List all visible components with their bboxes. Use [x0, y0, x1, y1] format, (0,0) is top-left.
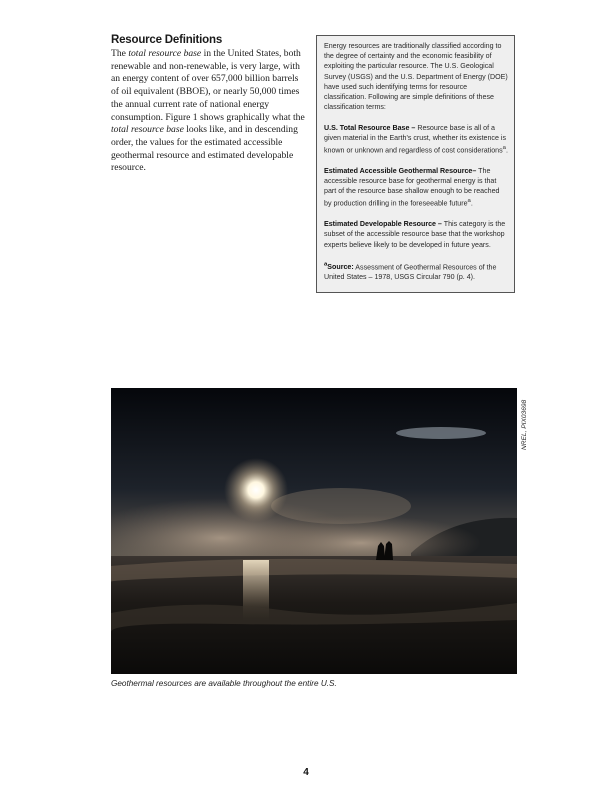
paragraph-text-1: The — [111, 48, 129, 59]
definition-text: This category is the subset of the accessible resource base that the workshop experts believe likely to be developed in future years. — [324, 220, 506, 249]
paragraph-emphasis-1: total resource base — [128, 48, 202, 59]
definitions-sidebar — [316, 35, 515, 293]
paragraph-text-3: looks like, and in descending order, the values for the estimated accessible geothermal resource and estimated developable resource. — [111, 124, 298, 174]
definition-term: Estimated Accessible Geothermal Resource– — [324, 166, 477, 175]
footnote-marker: a — [502, 145, 506, 152]
definition-total-resource-base — [324, 123, 508, 156]
figure-caption: Geothermal resources are available throughout the entire U.S. — [111, 679, 337, 688]
section-heading: Resource Definitions — [111, 34, 223, 46]
paragraph-emphasis-2: total resource base — [111, 124, 184, 136]
sidebar-source — [324, 260, 508, 283]
source-label — [324, 263, 354, 271]
definition-text: The accessible resource base for geothermal energy is that part of the resource base shallow enough to be reached by production drilling in the foreseeable future — [324, 166, 500, 208]
sun — [224, 458, 288, 522]
source-label-text: Source: — [327, 263, 354, 272]
footnote-marker: a — [467, 198, 471, 205]
intro-paragraph — [111, 48, 307, 175]
photo-credit: NREL, PIX03698 — [521, 399, 528, 450]
definition-tail: . — [470, 199, 473, 208]
paragraph-text-2: in the United States, both renewable and non-renewable, is very large, with an energy content of over 657,000 billion barrels of oil equivalent (BBOE), or nearly 50,000 times the annual current rate of national energy consumption. Figure 1 shows graphically what the — [111, 48, 305, 123]
definition-term: Estimated Developable Resource – — [324, 220, 442, 229]
definition-developable-resource — [324, 219, 508, 250]
definition-text: Resource base is all of a given material in the Earth’s crust, whether its existence is known or unknown and regardless of cost considerations — [324, 123, 507, 155]
geothermal-photo-illustration — [111, 388, 517, 674]
footnote-marker: a — [324, 261, 328, 268]
geothermal-photo — [111, 388, 517, 674]
definition-tail: . — [505, 146, 508, 155]
source-text: Assessment of Geothermal Resources of the United States – 1978, USGS Circular 790 (p. 4). — [324, 263, 497, 282]
cloud — [396, 427, 486, 439]
sidebar-intro: Energy resources are traditionally classified according to the degree of certainty and the economic feasibility of exploiting the particular resource. The U.S. Geological Survey (USGS) and the U.S. Department of Energy (DOE) have used such identifying terms for resource classification. Following are simple definitions of these classification terms: — [324, 42, 508, 112]
page-number: 4 — [303, 767, 309, 778]
definition-term: U.S. Total Resource Base – — [324, 123, 416, 132]
definition-accessible-resource — [324, 166, 508, 209]
